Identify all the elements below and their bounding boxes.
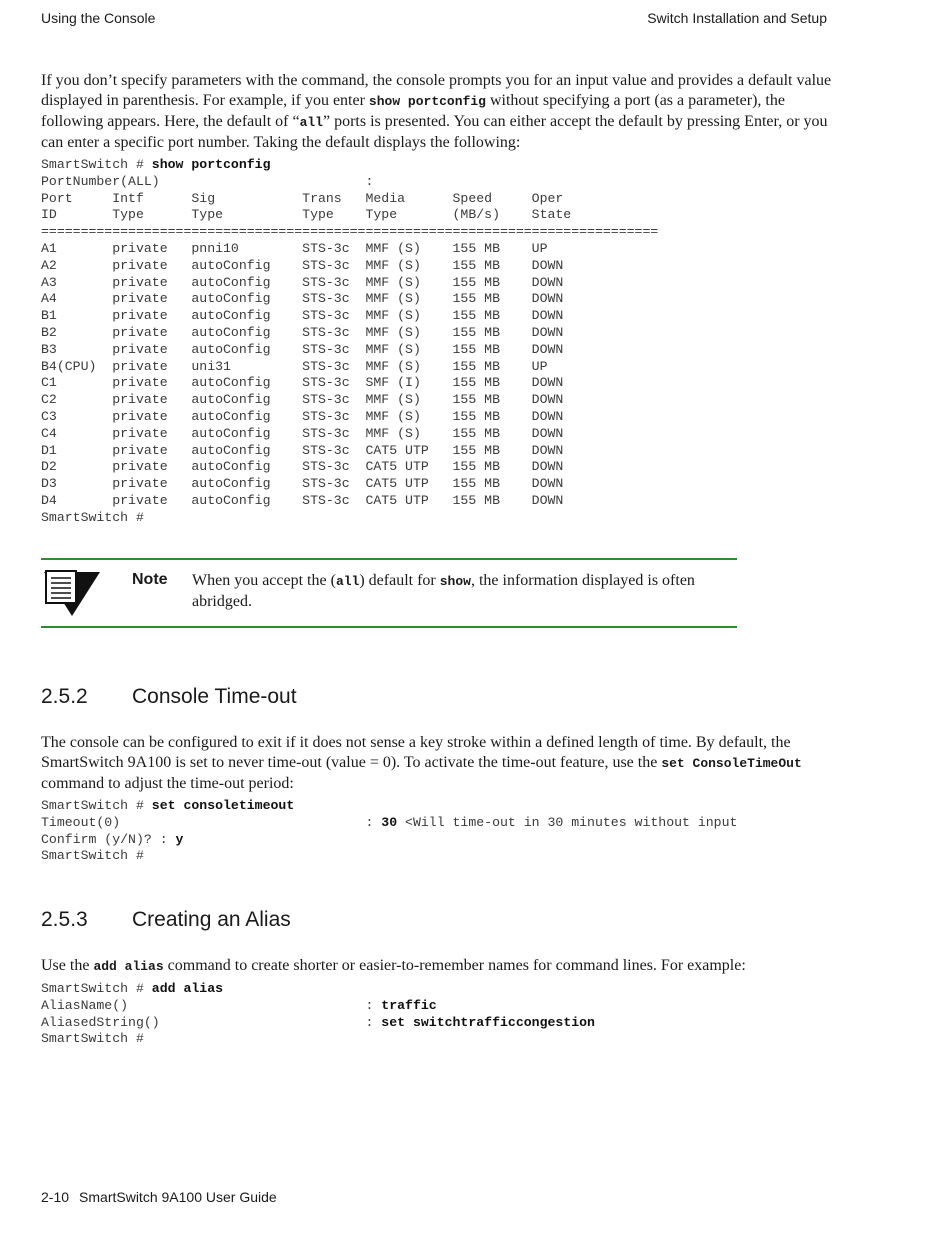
alias-text-2: command to create shorter or easier-to-remember names for command lines. For example: xyxy=(163,957,746,974)
table-row: C2 private autoConfig STS-3c MMF (S) 155 MB DOWN xyxy=(41,392,564,408)
console-prompt: SmartSwitch # xyxy=(41,157,152,172)
running-header-left: Using the Console xyxy=(41,10,156,26)
note-text xyxy=(192,571,732,612)
alias-console-output xyxy=(41,981,595,1048)
timeout-console-output xyxy=(41,798,737,865)
inline-command-show-portconfig: show portconfig xyxy=(368,94,486,109)
console-confirm-line xyxy=(41,832,737,849)
console-end-prompt: SmartSwitch # xyxy=(41,848,144,864)
note-code-show: show xyxy=(439,574,471,589)
param-label: Timeout(0) : xyxy=(41,814,382,830)
inline-command-add-alias: add alias xyxy=(93,959,164,974)
section-heading-creating-alias xyxy=(41,908,291,932)
console-param-line xyxy=(41,998,595,1015)
note-text-2: ) default for xyxy=(359,572,440,589)
console-end-prompt: SmartSwitch # xyxy=(41,1031,144,1047)
param-label: Confirm (y/N)? : xyxy=(41,831,176,847)
timeout-text-1: The console can be configured to exit if it does not sense a key stroke within a defined length of time. By default, the SmartSwitch 9A100 is set to never time-out (value = 0). To activate the time-out feature, use the xyxy=(41,734,791,771)
table-divider: ============================================================================== xyxy=(41,224,659,240)
table-row: B4(CPU) private uni31 STS-3c MMF (S) 155 MB UP xyxy=(41,358,548,374)
console-command-line xyxy=(41,981,595,998)
timeout-text-2: command to adjust the time-out period: xyxy=(41,775,294,792)
inline-code-all: all xyxy=(299,115,323,130)
table-row: D4 private autoConfig STS-3c CAT5 UTP 155 MB DOWN xyxy=(41,492,564,508)
note-label: Note xyxy=(132,571,168,588)
param-value: set switchtrafficcongestion xyxy=(381,1014,595,1030)
page-number: 2-10 xyxy=(41,1189,70,1205)
console-param-line: PortNumber(ALL) : xyxy=(41,173,374,189)
timeout-paragraph xyxy=(41,733,841,794)
section-number: 2.5.2 xyxy=(41,685,88,708)
table-row: B3 private autoConfig STS-3c MMF (S) 155 MB DOWN xyxy=(41,341,564,357)
param-comment: <Will time-out in 30 minutes without input xyxy=(397,814,738,830)
console-command: show portconfig xyxy=(151,157,271,172)
param-value: y xyxy=(175,831,184,847)
intro-text-2: without specifying a port (as a parameter), the following appears. Here, the default of “ xyxy=(41,92,785,130)
note-text-3: , the information displayed is often abridged. xyxy=(192,572,695,610)
portconfig-console-output xyxy=(41,157,658,527)
param-value: traffic xyxy=(381,997,437,1013)
note-pad-icon xyxy=(42,570,102,618)
note-top-rule xyxy=(41,558,737,560)
console-command: add alias xyxy=(151,981,224,996)
param-value: 30 xyxy=(381,814,398,830)
running-header-right: Switch Installation and Setup xyxy=(647,10,827,26)
table-row: D3 private autoConfig STS-3c CAT5 UTP 155 MB DOWN xyxy=(41,476,564,492)
section-heading-console-timeout xyxy=(41,685,297,709)
intro-paragraph xyxy=(41,71,841,153)
table-row: B1 private autoConfig STS-3c MMF (S) 155 MB DOWN xyxy=(41,308,564,324)
section-title: Creating an Alias xyxy=(132,908,291,931)
intro-text-1: If you don’t specify parameters with the command, the console prompts you for an input value and provides a default value displayed in parenthesis. For example, if you enter xyxy=(41,72,832,109)
param-label: AliasName() : xyxy=(41,997,382,1013)
note-bottom-rule xyxy=(41,626,737,628)
table-row: D1 private autoConfig STS-3c CAT5 UTP 155 MB DOWN xyxy=(41,442,564,458)
console-prompt: SmartSwitch # xyxy=(41,981,152,996)
table-row: B2 private autoConfig STS-3c MMF (S) 155 MB DOWN xyxy=(41,324,564,340)
table-header-row-1: Port Intf Sig Trans Media Speed Oper xyxy=(41,190,564,206)
table-row: D2 private autoConfig STS-3c CAT5 UTP 155 MB DOWN xyxy=(41,459,564,475)
note-code-all: all xyxy=(335,574,360,589)
table-row: A4 private autoConfig STS-3c MMF (S) 155 MB DOWN xyxy=(41,291,564,307)
console-end-prompt: SmartSwitch # xyxy=(41,509,144,525)
intro-text-3: ” ports is presented. You can either accept the default by pressing Enter, or you can enter a specific port number. Taking the default displays the following: xyxy=(41,113,828,151)
section-title: Console Time-out xyxy=(132,685,297,708)
table-row: A1 private pnni10 STS-3c MMF (S) 155 MB UP xyxy=(41,240,548,256)
section-number: 2.5.3 xyxy=(41,908,88,931)
page-footer xyxy=(41,1189,277,1205)
note-text-1: When you accept the ( xyxy=(192,572,336,589)
alias-text-1: Use the xyxy=(41,957,94,974)
table-header-row-2: ID Type Type Type Type (MB/s) State xyxy=(41,207,572,223)
alias-paragraph xyxy=(41,956,841,977)
console-command-line xyxy=(41,157,658,174)
table-row: C3 private autoConfig STS-3c MMF (S) 155 MB DOWN xyxy=(41,408,564,424)
console-param-line xyxy=(41,1015,595,1032)
console-command: set consoletimeout xyxy=(151,798,295,813)
footer-title: SmartSwitch 9A100 User Guide xyxy=(79,1189,277,1205)
console-prompt: SmartSwitch # xyxy=(41,798,152,813)
table-row: C4 private autoConfig STS-3c MMF (S) 155 MB DOWN xyxy=(41,425,564,441)
console-command-line xyxy=(41,798,737,815)
table-row: A2 private autoConfig STS-3c MMF (S) 155 MB DOWN xyxy=(41,257,564,273)
table-row: A3 private autoConfig STS-3c MMF (S) 155 MB DOWN xyxy=(41,274,564,290)
console-param-line xyxy=(41,815,737,832)
inline-command-set-consoletimeout: set ConsoleTimeOut xyxy=(661,756,802,771)
param-label: AliasedString() : xyxy=(41,1014,382,1030)
table-row: C1 private autoConfig STS-3c SMF (I) 155 MB DOWN xyxy=(41,375,564,391)
